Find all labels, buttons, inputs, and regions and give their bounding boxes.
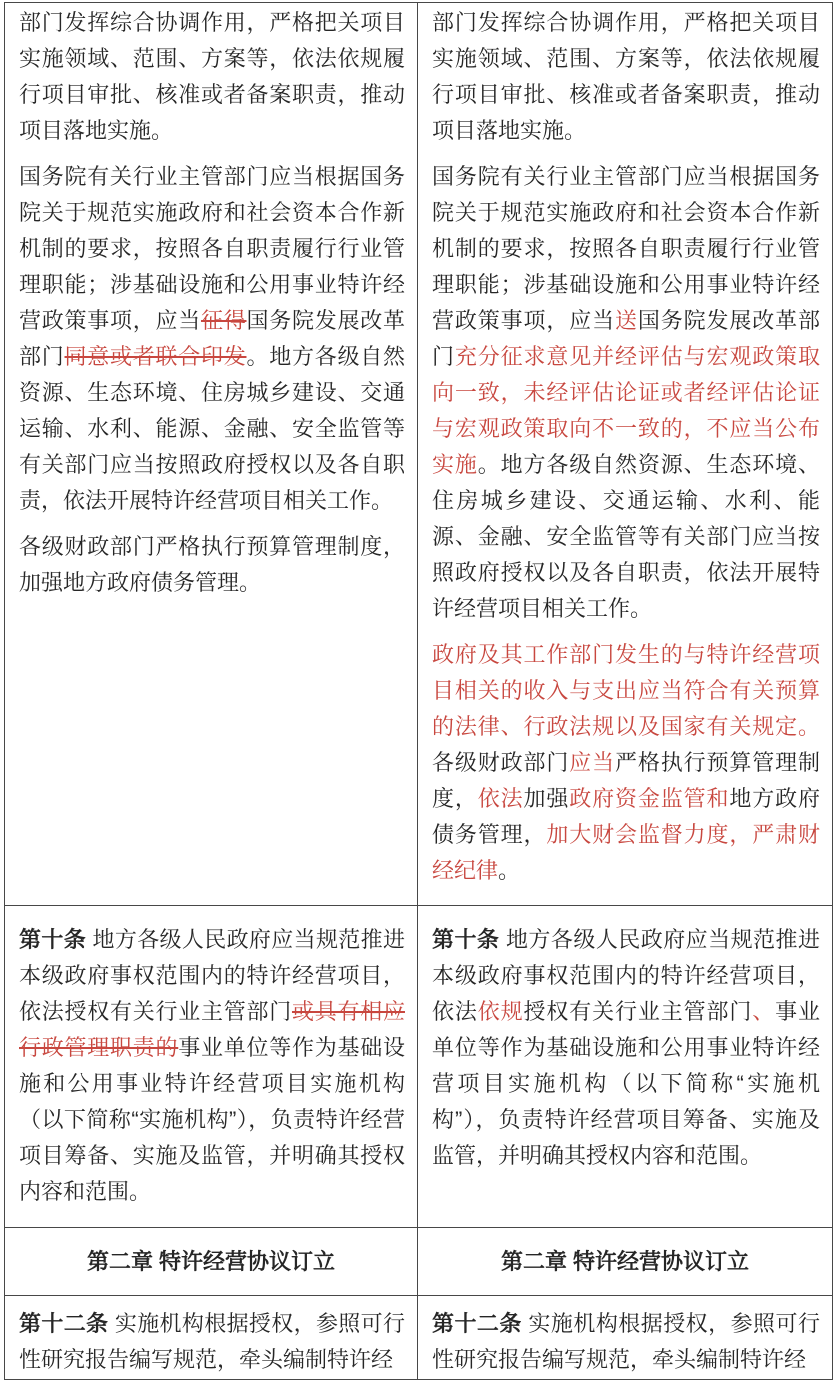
added-text-run: 依规	[477, 999, 524, 1024]
text-run: 国务院发展改革部门	[19, 308, 405, 369]
comparison-table	[4, 2, 833, 1380]
bold-text-run: 第十二条	[432, 1311, 522, 1336]
bold-text-run: 第十二条	[19, 1311, 109, 1336]
added-text-run: 应当	[569, 750, 615, 775]
deleted-text-run: 或具有相应行政管理职责的	[19, 999, 405, 1060]
added-text-run: 充分征求意见并经评估与宏观政策取向一致，未经评估论证或者经评估论证与宏观政策取向不一致的，不应当公布实施	[432, 344, 820, 477]
text-run: 实施机构根据授权，参照可行性研究报告编写规范，牵头编制特许经	[19, 1311, 405, 1372]
text-run: 严格执行预算管理制度，	[432, 750, 820, 811]
added-text-run: 送	[614, 308, 638, 333]
text-run: 部门发挥综合协调作用，严格把关项目实施领域、范围、方案等，依法依规履行项目审批、核准或者备案职责，推动项目落地实施。	[432, 10, 820, 143]
bold-text-run: 第二章 特许经营协议订立	[86, 1248, 336, 1274]
paragraph	[432, 1306, 820, 1378]
text-run: 事业单位等作为基础设施和公用事业特许经营项目实施机构（以下简称“实施机构”），负责特许经营项目筹备、实施及监管，并明确其授权内容和范围。	[432, 999, 820, 1168]
text-run: 授权有关行业主管部门	[523, 999, 753, 1024]
original-text-cell-article-12	[5, 1296, 418, 1379]
added-text-run: 、	[752, 999, 776, 1024]
paragraph	[87, 1244, 335, 1280]
paragraph	[432, 5, 820, 149]
revised-chapter-heading-cell	[418, 1228, 832, 1296]
paragraph	[19, 1306, 405, 1378]
text-run: 各级财政部门	[432, 750, 570, 775]
revised-text-cell-article-10	[418, 906, 832, 1228]
text-run: 地方各级人民政府应当规范推进本级政府事权范围内的特许经营项目，依法授权有关行业主管部门	[19, 927, 405, 1024]
bold-text-run: 第十条	[432, 927, 500, 952]
paragraph	[432, 922, 820, 1174]
deleted-text-run: 同意或者联合印发	[64, 344, 247, 369]
text-run: 地方各级人民政府应当规范推进本级政府事权范围内的特许经营项目，依法	[432, 927, 820, 1024]
text-run: 国务院有关行业主管部门应当根据国务院关于规范实施政府和社会资本合作新机制的要求，按照各自职责履行行业管理职能；涉基础设施和公用事业特许经营政策事项，应当	[432, 164, 820, 333]
text-run: 。地方各级自然资源、生态环境、住房城乡建设、交通运输、水利、能源、金融、安全监管等有关部门应当按照政府授权以及各自职责，依法开展特许经营项目相关工作。	[432, 452, 820, 621]
revised-text-cell-article-12	[418, 1296, 832, 1379]
original-chapter-heading-cell	[5, 1228, 418, 1296]
text-run: 部门发挥综合协调作用，严格把关项目实施领域、范围、方案等，依法依规履行项目审批、核准或者备案职责，推动项目落地实施。	[19, 10, 405, 143]
paragraph	[432, 637, 820, 889]
original-text-cell-continuation	[5, 3, 418, 906]
text-run: 国务院发展改革部门	[432, 308, 820, 369]
paragraph	[19, 922, 405, 1210]
text-run: 加强	[523, 786, 570, 811]
added-text-run: 政府资金监管和	[569, 786, 730, 811]
original-text-cell-article-10	[5, 906, 418, 1228]
text-run: 。地方各级自然资源、生态环境、住房城乡建设、交通运输、水利、能源、金融、安全监管等有关部门应当按照政府授权以及各自职责，依法开展特许经营项目相关工作。	[19, 344, 405, 513]
added-text-run: 加大财会监督力度，严肃财经纪律	[432, 822, 820, 883]
bold-text-run: 第十条	[19, 927, 87, 952]
text-run: 地方政府债务管理，	[432, 786, 820, 847]
text-run: 事业单位等作为基础设施和公用事业特许经营项目实施机构（以下简称“实施机构”），负责特许经营项目筹备、实施及监管，并明确其授权内容和范围。	[19, 1035, 405, 1204]
text-run: 各级财政部门严格执行预算管理制度，加强地方政府债务管理。	[19, 534, 405, 595]
paragraph	[19, 529, 405, 601]
text-run: 。	[498, 858, 521, 883]
added-text-run: 依法	[477, 786, 524, 811]
text-run: 实施机构根据授权，参照可行性研究报告编写规范，牵头编制特许经	[432, 1311, 820, 1372]
revised-text-cell-continuation	[418, 3, 832, 906]
paragraph	[19, 159, 405, 519]
text-run: 国务院有关行业主管部门应当根据国务院关于规范实施政府和社会资本合作新机制的要求，按照各自职责履行行业管理职能；涉基础设施和公用事业特许经营政策事项，应当	[19, 164, 405, 333]
paragraph	[501, 1244, 749, 1280]
added-text-run: 政府及其工作部门发生的与特许经营项目相关的收入与支出应当符合有关预算的法律、行政法规以及国家有关规定。	[432, 642, 820, 739]
deleted-text-run: 征得	[200, 308, 247, 333]
paragraph	[19, 5, 405, 149]
paragraph	[432, 159, 820, 627]
bold-text-run: 第二章 特许经营协议订立	[500, 1248, 750, 1274]
